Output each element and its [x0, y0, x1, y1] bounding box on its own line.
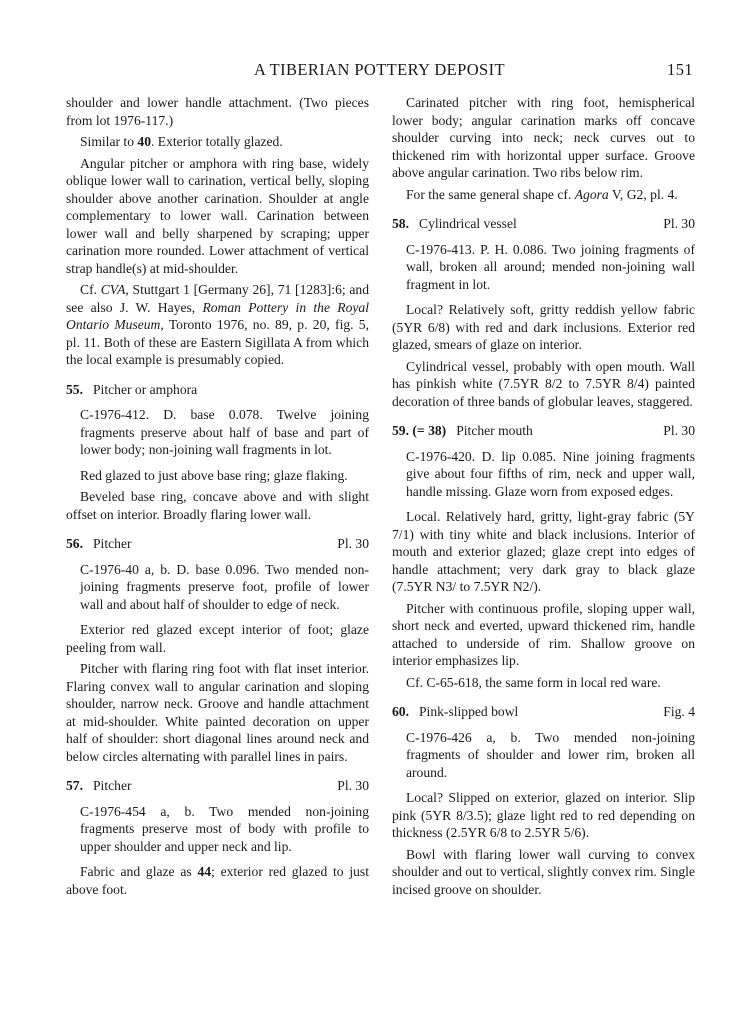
paragraph: Pitcher with continuous profile, sloping upper wall, short neck and everted, upward thickened rim, handle attached to underside of rim. Shallow groove on interior emphasizes lip.	[392, 600, 695, 668]
entry-heading-56	[66, 535, 369, 553]
paragraph: Similar to 40. Exterior totally glazed.	[80, 134, 283, 149]
paragraph: Local? Relatively soft, gritty reddish yellow fabric (5YR 6/8) with red and dark inclusions. Exterior red glazed, smears of glaze on interior.	[392, 302, 695, 352]
entry-title: Pitcher	[93, 778, 132, 793]
plate-reference: Pl. 30	[663, 216, 695, 231]
catalog-line: C-1976-454 a, b. Two mended non-joining fragments preserve most of body with profile to upper shoulder and upper neck and lip.	[80, 803, 369, 854]
entry-title: Pitcher mouth	[456, 423, 533, 438]
catalog-line: C-1976-413. P. H. 0.086. Two joining fragments of wall, broken all around; mended non-joining wall fragment in lot.	[406, 241, 695, 292]
plate-reference: Pl. 30	[663, 423, 695, 438]
paragraph: Fabric and glaze as 44; exterior red glazed to just above foot.	[66, 864, 369, 897]
paragraph: Exterior red glazed except interior of foot; glaze peeling from wall.	[66, 622, 369, 655]
entry-title: Cylindrical vessel	[419, 216, 517, 231]
paragraph: Bowl with flaring lower wall curving to convex shoulder and out to vertical, slightly convex rim. Single incised groove on shoulder.	[392, 846, 695, 897]
cross-reference: 44	[197, 864, 212, 879]
paragraph: Cf. C-65-618, the same form in local red ware.	[406, 674, 661, 690]
paragraph: Cylindrical vessel, probably with open mouth. Wall has pinkish white (7.5YR 8/2 to 7.5YR 8/4) painted decoration of three bands of globular leaves, staggered.	[392, 358, 695, 409]
paragraph: Local? Slipped on exterior, glazed on interior. Slip pink (5YR 8/3.5); glaze light red to red depending on thickness (2.5YR 6/8 to 2.5YR 5/6).	[392, 790, 695, 840]
catalog-line: C-1976-40 a, b. D. base 0.096. Two mended non-joining fragments preserve foot, profile of lower wall and about half of shoulder to edge of neck.	[80, 561, 369, 612]
entry-heading-58	[392, 215, 695, 233]
entry-title: Pitcher	[93, 536, 132, 551]
paragraph: Pitcher with flaring ring foot with flat inset interior. Flaring convex wall to angular carination and sloping shoulder, narrow neck. Groove and handle attachment at mid-shoulder. White painted decoration on upper half of shoulder: short diagonal lines around neck and below circles alternating with parallel lines in pairs.	[66, 661, 369, 764]
catalog-line: C-1976-420. D. lip 0.085. Nine joining fragments give about four fifths of rim, neck and upper wall, handle missing. Glaze worn from exposed edges.	[406, 448, 695, 499]
entry-number: 57.	[66, 778, 83, 793]
paragraph: Cf. CVA, Stuttgart 1 [Germany 26], 71 [1283]:6; and see also J. W. Hayes, Roman Pottery in the Royal Ontario Museum, Toronto 1976, no. 89, p. 20, fig. 5, pl. 11. Both of these are Eastern Sigillata A from which the local example is presumably copied.	[66, 282, 370, 367]
page-header	[66, 60, 693, 82]
catalog-line: C-1976-426 a, b. Two mended non-joining fragments of shoulder and lower rim, broken all around.	[406, 729, 695, 780]
entry-heading-55	[66, 381, 369, 399]
plate-reference: Pl. 30	[337, 778, 369, 793]
paragraph: Red glazed to just above base ring; glaze flaking.	[80, 467, 348, 483]
paragraph: Local. Relatively hard, gritty, light-gray fabric (5Y 7/1) with tiny white and black inclusions. Interior of mouth and exterior glazed; glaze crept into edges of handle attachment; very dark gray to black glaze (7.5YR N3/ to 7.5YR N2/).	[392, 509, 695, 594]
left-column	[66, 94, 369, 902]
entry-number: 56.	[66, 536, 83, 551]
entry-number: 55.	[66, 381, 83, 397]
paragraph: Carinated pitcher with ring foot, hemispherical lower body; angular carination marks off concave shoulder curving into neck; neck curves out to thickened rim with horizontal upper surface. Groove above angular carination. Two ribs below rim.	[392, 95, 695, 180]
entry-heading-59	[392, 422, 695, 440]
entry-number: 60.	[392, 704, 409, 719]
cross-reference: 40	[137, 134, 151, 149]
entry-number: 59. (= 38)	[392, 423, 447, 438]
paragraph: For the same general shape cf. Agora V, G2, pl. 4.	[406, 186, 678, 202]
right-column	[392, 94, 695, 902]
entry-title: Pitcher or amphora	[93, 381, 198, 397]
entry-number: 58.	[392, 216, 409, 231]
entry-heading-57	[66, 777, 369, 795]
running-title: A TIBERIAN POTTERY DEPOSIT	[253, 60, 506, 79]
page-number: 151	[667, 60, 693, 79]
paragraph: Beveled base ring, concave above and with slight offset on interior. Broadly flaring lower wall.	[66, 489, 369, 522]
entry-title: Pink-slipped bowl	[419, 704, 519, 719]
continued-paragraph: shoulder and lower handle attachment. (Two pieces from lot 1976-117.)	[66, 95, 369, 128]
figure-reference: Fig. 4	[663, 704, 695, 719]
catalog-line: C-1976-412. D. base 0.078. Twelve joining fragments preserve about half of base and part of lower body; non-joining wall fragments in lot.	[80, 407, 369, 457]
entry-heading-60	[392, 703, 695, 721]
plate-reference: Pl. 30	[337, 536, 369, 551]
paragraph: Angular pitcher or amphora with ring base, widely oblique lower wall to carination, vertical belly, sloping shoulder above another carination. Shoulder at angle complementary to lower wall. Carination between lower wall and belly sharpened by scraping; upper carination more rounded. Lower attachment of vertical strap handle(s) at mid-shoulder.	[66, 155, 369, 276]
